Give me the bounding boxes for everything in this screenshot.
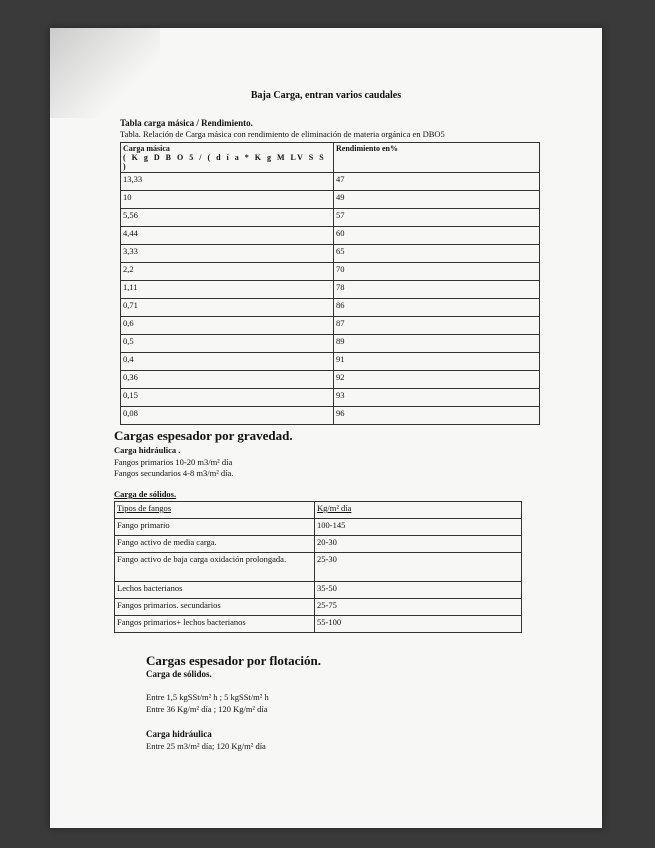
header-kg-m2-dia: Kg/m² día [315, 502, 522, 519]
table-row [121, 389, 540, 407]
cell-carga: 4,44 [121, 227, 334, 245]
cell-rendimiento: 60 [334, 227, 540, 245]
table-row [115, 582, 522, 599]
cell-valor: 100-145 [315, 519, 522, 536]
page-title: Baja Carga, entran varios caudales [250, 90, 402, 101]
flotation-hydraulic-heading: Carga hidráulica [146, 729, 212, 739]
cell-carga: 0,71 [121, 299, 334, 317]
cell-carga: 0,15 [121, 389, 334, 407]
table-row [121, 407, 540, 425]
cell-carga: 13,33 [121, 173, 334, 191]
table1-title: Tabla carga másica / Rendimiento. [120, 118, 253, 128]
table-row [121, 371, 540, 389]
hydraulic-load-line: Fangos primarios 10-20 m3/m² día [114, 457, 233, 467]
document-page [50, 28, 602, 828]
cell-valor: 35-50 [315, 582, 522, 599]
cell-rendimiento: 92 [334, 371, 540, 389]
table-row [121, 281, 540, 299]
cell-valor: 55-100 [315, 616, 522, 633]
cell-rendimiento: 93 [334, 389, 540, 407]
cell-carga: 0,36 [121, 371, 334, 389]
table-row [121, 299, 540, 317]
cell-rendimiento: 65 [334, 245, 540, 263]
table-header-row [115, 502, 522, 519]
table-row [115, 553, 522, 582]
header-carga-masica [121, 143, 334, 173]
cell-carga: 10 [121, 191, 334, 209]
header-carga-line1: Carga másica [123, 144, 170, 153]
table-row [115, 616, 522, 633]
table-row [121, 317, 540, 335]
table1-caption: Tabla. Relación de Carga másica con rendimiento de eliminación de materia orgánica en DBO5 [120, 129, 445, 139]
solids-load-heading: Carga de sólidos. [114, 489, 177, 499]
cell-rendimiento: 78 [334, 281, 540, 299]
table-row [121, 191, 540, 209]
cell-carga: 5,56 [121, 209, 334, 227]
header-tipos-fangos: Tipos de fangos [115, 502, 315, 519]
table-row [121, 173, 540, 191]
cell-tipo: Lechos bacterianos [115, 582, 315, 599]
cell-carga: 0,6 [121, 317, 334, 335]
cell-carga: 0,08 [121, 407, 334, 425]
table-row [121, 335, 540, 353]
cell-valor: 25-30 [315, 553, 522, 582]
header-carga-line2: ( K g D B O 5 / ( d í a * K g M LV S S ) [123, 153, 326, 171]
gravity-thickener-heading: Cargas espesador por gravedad. [114, 428, 293, 443]
flotation-solids-line: Entre 36 Kg/m² día ; 120 Kg/m² día [146, 704, 268, 714]
cell-valor: 25-75 [315, 599, 522, 616]
table-row [121, 245, 540, 263]
table-row [121, 227, 540, 245]
cell-rendimiento: 47 [334, 173, 540, 191]
cell-valor: 20-30 [315, 536, 522, 553]
hydraulic-load-heading: Carga hidráulica . [114, 445, 181, 455]
cell-rendimiento: 87 [334, 317, 540, 335]
table-header-row [121, 143, 540, 173]
cell-rendimiento: 49 [334, 191, 540, 209]
cell-tipo: Fango activo de media carga. [115, 536, 315, 553]
hydraulic-load-line: Fangos secundarios 4-8 m3/m² día. [114, 468, 234, 478]
cell-tipo: Fango primario [115, 519, 315, 536]
flotation-hydraulic-line: Entre 25 m3/m² día; 120 Kg/m² día [146, 741, 266, 751]
table-row [115, 519, 522, 536]
table-row [115, 536, 522, 553]
cell-carga: 2,2 [121, 263, 334, 281]
cell-rendimiento: 70 [334, 263, 540, 281]
cell-carga: 1,11 [121, 281, 334, 299]
cell-rendimiento: 89 [334, 335, 540, 353]
page-shadow [50, 28, 160, 118]
cell-tipo: Fangos primarios+ lechos bacterianos [115, 616, 315, 633]
cell-carga: 0,5 [121, 335, 334, 353]
mass-load-table [120, 142, 540, 425]
cell-tipo: Fangos primarios. secundarios [115, 599, 315, 616]
table-row [115, 599, 522, 616]
table-row [121, 263, 540, 281]
cell-carga: 0,4 [121, 353, 334, 371]
cell-rendimiento: 96 [334, 407, 540, 425]
cell-carga: 3,33 [121, 245, 334, 263]
flotation-solids-heading: Carga de sólidos. [146, 669, 212, 679]
cell-rendimiento: 57 [334, 209, 540, 227]
table-row [121, 353, 540, 371]
flotation-solids-line: Entre 1,5 kgSSt/m² h ; 5 kgSSt/m² h [146, 692, 269, 702]
table-row [121, 209, 540, 227]
sludge-types-table [114, 501, 522, 633]
cell-rendimiento: 91 [334, 353, 540, 371]
cell-tipo: Fango activo de baja carga oxidación prolongada. [115, 553, 315, 582]
header-rendimiento: Rendimiento en% [334, 143, 540, 173]
cell-rendimiento: 86 [334, 299, 540, 317]
flotation-thickener-heading: Cargas espesador por flotación. [146, 653, 322, 668]
